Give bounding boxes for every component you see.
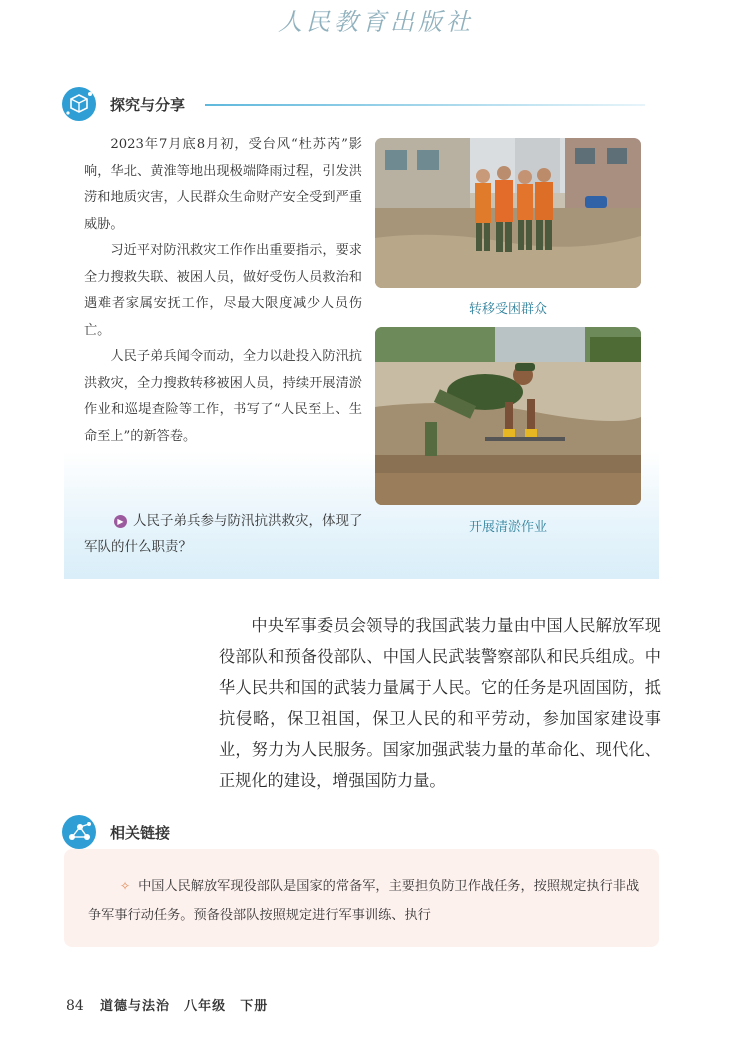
related-section-header <box>62 815 170 849</box>
question-text: 人民子弟兵参与防汛抗洪救灾，体现了军队的什么职责？ <box>84 513 363 555</box>
photo-caption: 开展清淤作业 <box>468 520 547 535</box>
explore-text-block <box>84 132 362 450</box>
photo-silt-clearing <box>375 327 641 505</box>
explore-paragraph: 人民子弟兵闻令而动，全力以赴投入防汛抗洪救灾，全力搜救转移被困人员，持续开展清淤作业和巡堤查险等工作，书写了“人民至上、生命至上”的新答卷。 <box>84 349 362 444</box>
related-section-title: 相关链接 <box>110 823 171 842</box>
page-footer <box>66 995 268 1014</box>
photo-evacuating-residents <box>375 138 641 288</box>
main-paragraph: 中央军事委员会领导的我国武装力量由中国人民解放军现役部队和预备役部队、中国人民武装警察部队和民兵组成。中华人民共和国的武装力量属于人民。它的任务是巩固国防，抵抗侵略，保卫祖国，保卫人民的和平劳动，参加国家建设事业，努力为人民服务。国家加强武装力量的革命化、现代化、正规化的建设，增强国防力量。 <box>219 616 661 790</box>
explore-paragraph: 2023年7月底8月初，受台风“杜苏芮”影响，华北、黄淮等地出现极端降雨过程，引发洪涝和地质灾害，人民群众生命财产安全受到严重威胁。 <box>84 137 362 232</box>
section-divider-line <box>205 104 645 106</box>
related-link-text <box>88 872 648 930</box>
book-title: 道德与法治 <box>99 999 170 1014</box>
photo-caption: 转移受困群众 <box>468 302 547 317</box>
cube-network-icon <box>62 87 96 121</box>
main-body-text <box>219 610 661 796</box>
explore-paragraph: 习近平对防汛救灾工作作出重要指示，要求全力搜救失联、被困人员，做好受伤人员救治和遇难者家属安抚工作，尽最大限度减少人员伤亡。 <box>84 243 362 338</box>
related-text: 中国人民解放军现役部队是国家的常备军，主要担负防卫作战任务，按照规定执行非战争军事行动任务。预备役部队按照规定进行军事训练、执行 <box>88 879 640 923</box>
publisher-header: 人民教育出版社 <box>278 8 474 36</box>
diamond-bullet-icon: ✧ <box>120 879 131 893</box>
network-nodes-icon <box>62 815 96 849</box>
book-grade: 八年级 <box>184 999 227 1014</box>
book-volume: 下册 <box>240 999 269 1014</box>
page-number: 84 <box>66 998 84 1014</box>
discussion-question <box>84 508 366 560</box>
play-marker-icon: ▶ <box>114 515 127 528</box>
explore-section-title: 探究与分享 <box>110 95 186 114</box>
explore-section-header <box>62 87 185 121</box>
